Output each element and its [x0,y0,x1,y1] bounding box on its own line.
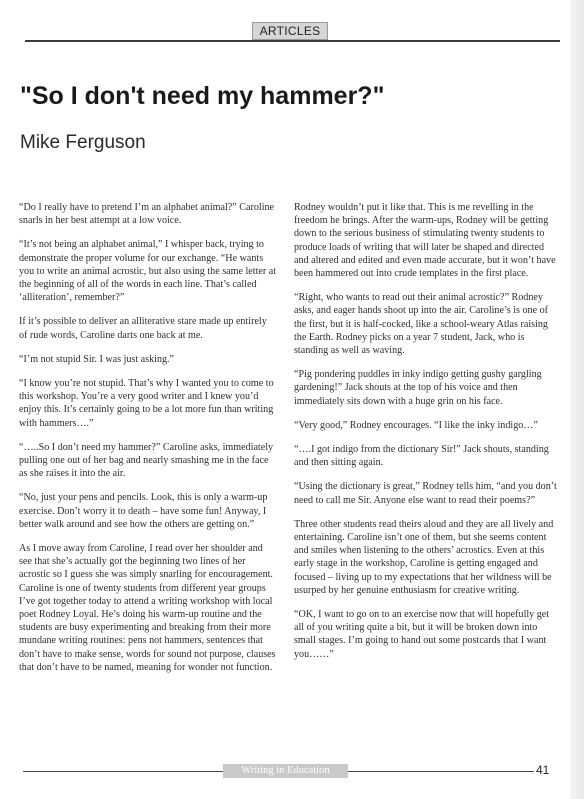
paragraph: Rodney wouldn’t put it like that. This is me revelling in the freedom he brings. After the warm-ups, Rodney will be getting down to the serious business of stimulating twenty students to produce loads of writing that will later be shaped and directed and altered and edited and even made accurate, but it won’t have been hammered out into crude templates in the first place. [294,202,556,280]
section-tab: ARTICLES [252,22,328,40]
paragraph: “Very good,” Rodney encourages. “I like the inky indigo…” [294,419,538,431]
paragraph: “Using the dictionary is great,” Rodney tells him, “and you don’t need to call me Sir. Anyone else want to read their poems?” [294,481,557,506]
left-column [19,201,277,685]
right-column [294,201,560,672]
header-rule [25,40,560,42]
article-author: Mike Ferguson [20,132,146,153]
paragraph: If it’s possible to deliver an alliterative stare made up entirely of rude words, Caroline darts one back at me. [19,316,267,341]
paragraph: “No, just your pens and pencils. Look, this is only a warm-up exercise. Don’t worry it to death – have some fun! Anyway, I better walk around and see how the others are getting on.” [19,492,268,530]
paragraph: “Right, who wants to read out their animal acrostic?” Rodney asks, and eager hands shoot up into the air. Caroline’s is one of the first, but it is half-cocked, like a school-weary Atlas raising the Earth. Rodney picks on a year 7 student, Jack, who is standing as well as waving. [294,292,548,357]
paragraph: “…..So I don’t need my hammer?” Caroline asks, immediately pulling one out of her bag and nearly smashing me in the face as she raises it into the air. [19,441,274,480]
paragraph: “Do I really have to pretend I’m an alphabet animal?” Caroline snarls in her best attempt at a low voice. [19,202,275,227]
paragraph: Three other students read theirs aloud and they are all lively and entertaining. Caroline isn’t one of them, but she seems content and smiles when listening to the others’ acrostics. Even at this early stage in the workshop, Caroline is getting engaged and focused – living up to my expectations that her wildness will be usurped by her genuine enthusiasm for creative writing. [294,518,554,596]
paragraph: “….I got indigo from the dictionary Sir!” Jack shouts, standing and then sitting again. [294,444,549,469]
paragraph: “I know you’re not stupid. That’s why I wanted you to come to this workshop. You’re a very good writer and I knew you’d enjoy this. It’s certainly going to be a lot more fun than writing with hammers….” [19,378,274,429]
paragraph: As I move away from Caroline, I read over her shoulder and see that she’s actually got the beginning two lines of her acrostic so I guess she was simply snarling for encouragement. Caroline is one of twenty students from different year groups I’ve got together today to attend a writing workshop with local poet Rodney Loyal. He’s doing his warm-up routine and the students are busy experimenting and breaking from their more mundane writing routines: pens not hammers, sentences that don’t have to make sense, words for sound not purpose, clauses that don’t have to be named, meaning for wonder not function. [19,543,276,673]
paragraph: “Pig pondering puddles in inky indigo getting gushy gargling gardening!” Jack shouts at the top of his voice and then immediately sits down with a huge grin on his face. [294,369,542,407]
page-edge-shadow [570,0,584,799]
page-number: 41 [536,763,550,777]
paragraph: “I’m not stupid Sir. I was just asking.” [19,353,175,365]
article-title: "So I don't need my hammer?" [20,82,385,110]
paragraph: “OK, I want to go on to an exercise now that will hopefully get all of you writing quite a bit, but it will be broken down into small stages. I’m going to hand out some postcards that I want you……” [294,609,550,660]
paragraph: “It’s not being an alphabet animal,” I whisper back, trying to demonstrate the proper volume for our exchange. “He wants you to write an animal acrostic, but also using the same letter at the beginning of all of the words in each line. That’s called ‘alliteration’, remember?” [19,239,277,304]
publication-name: Writing in Education [223,764,348,778]
